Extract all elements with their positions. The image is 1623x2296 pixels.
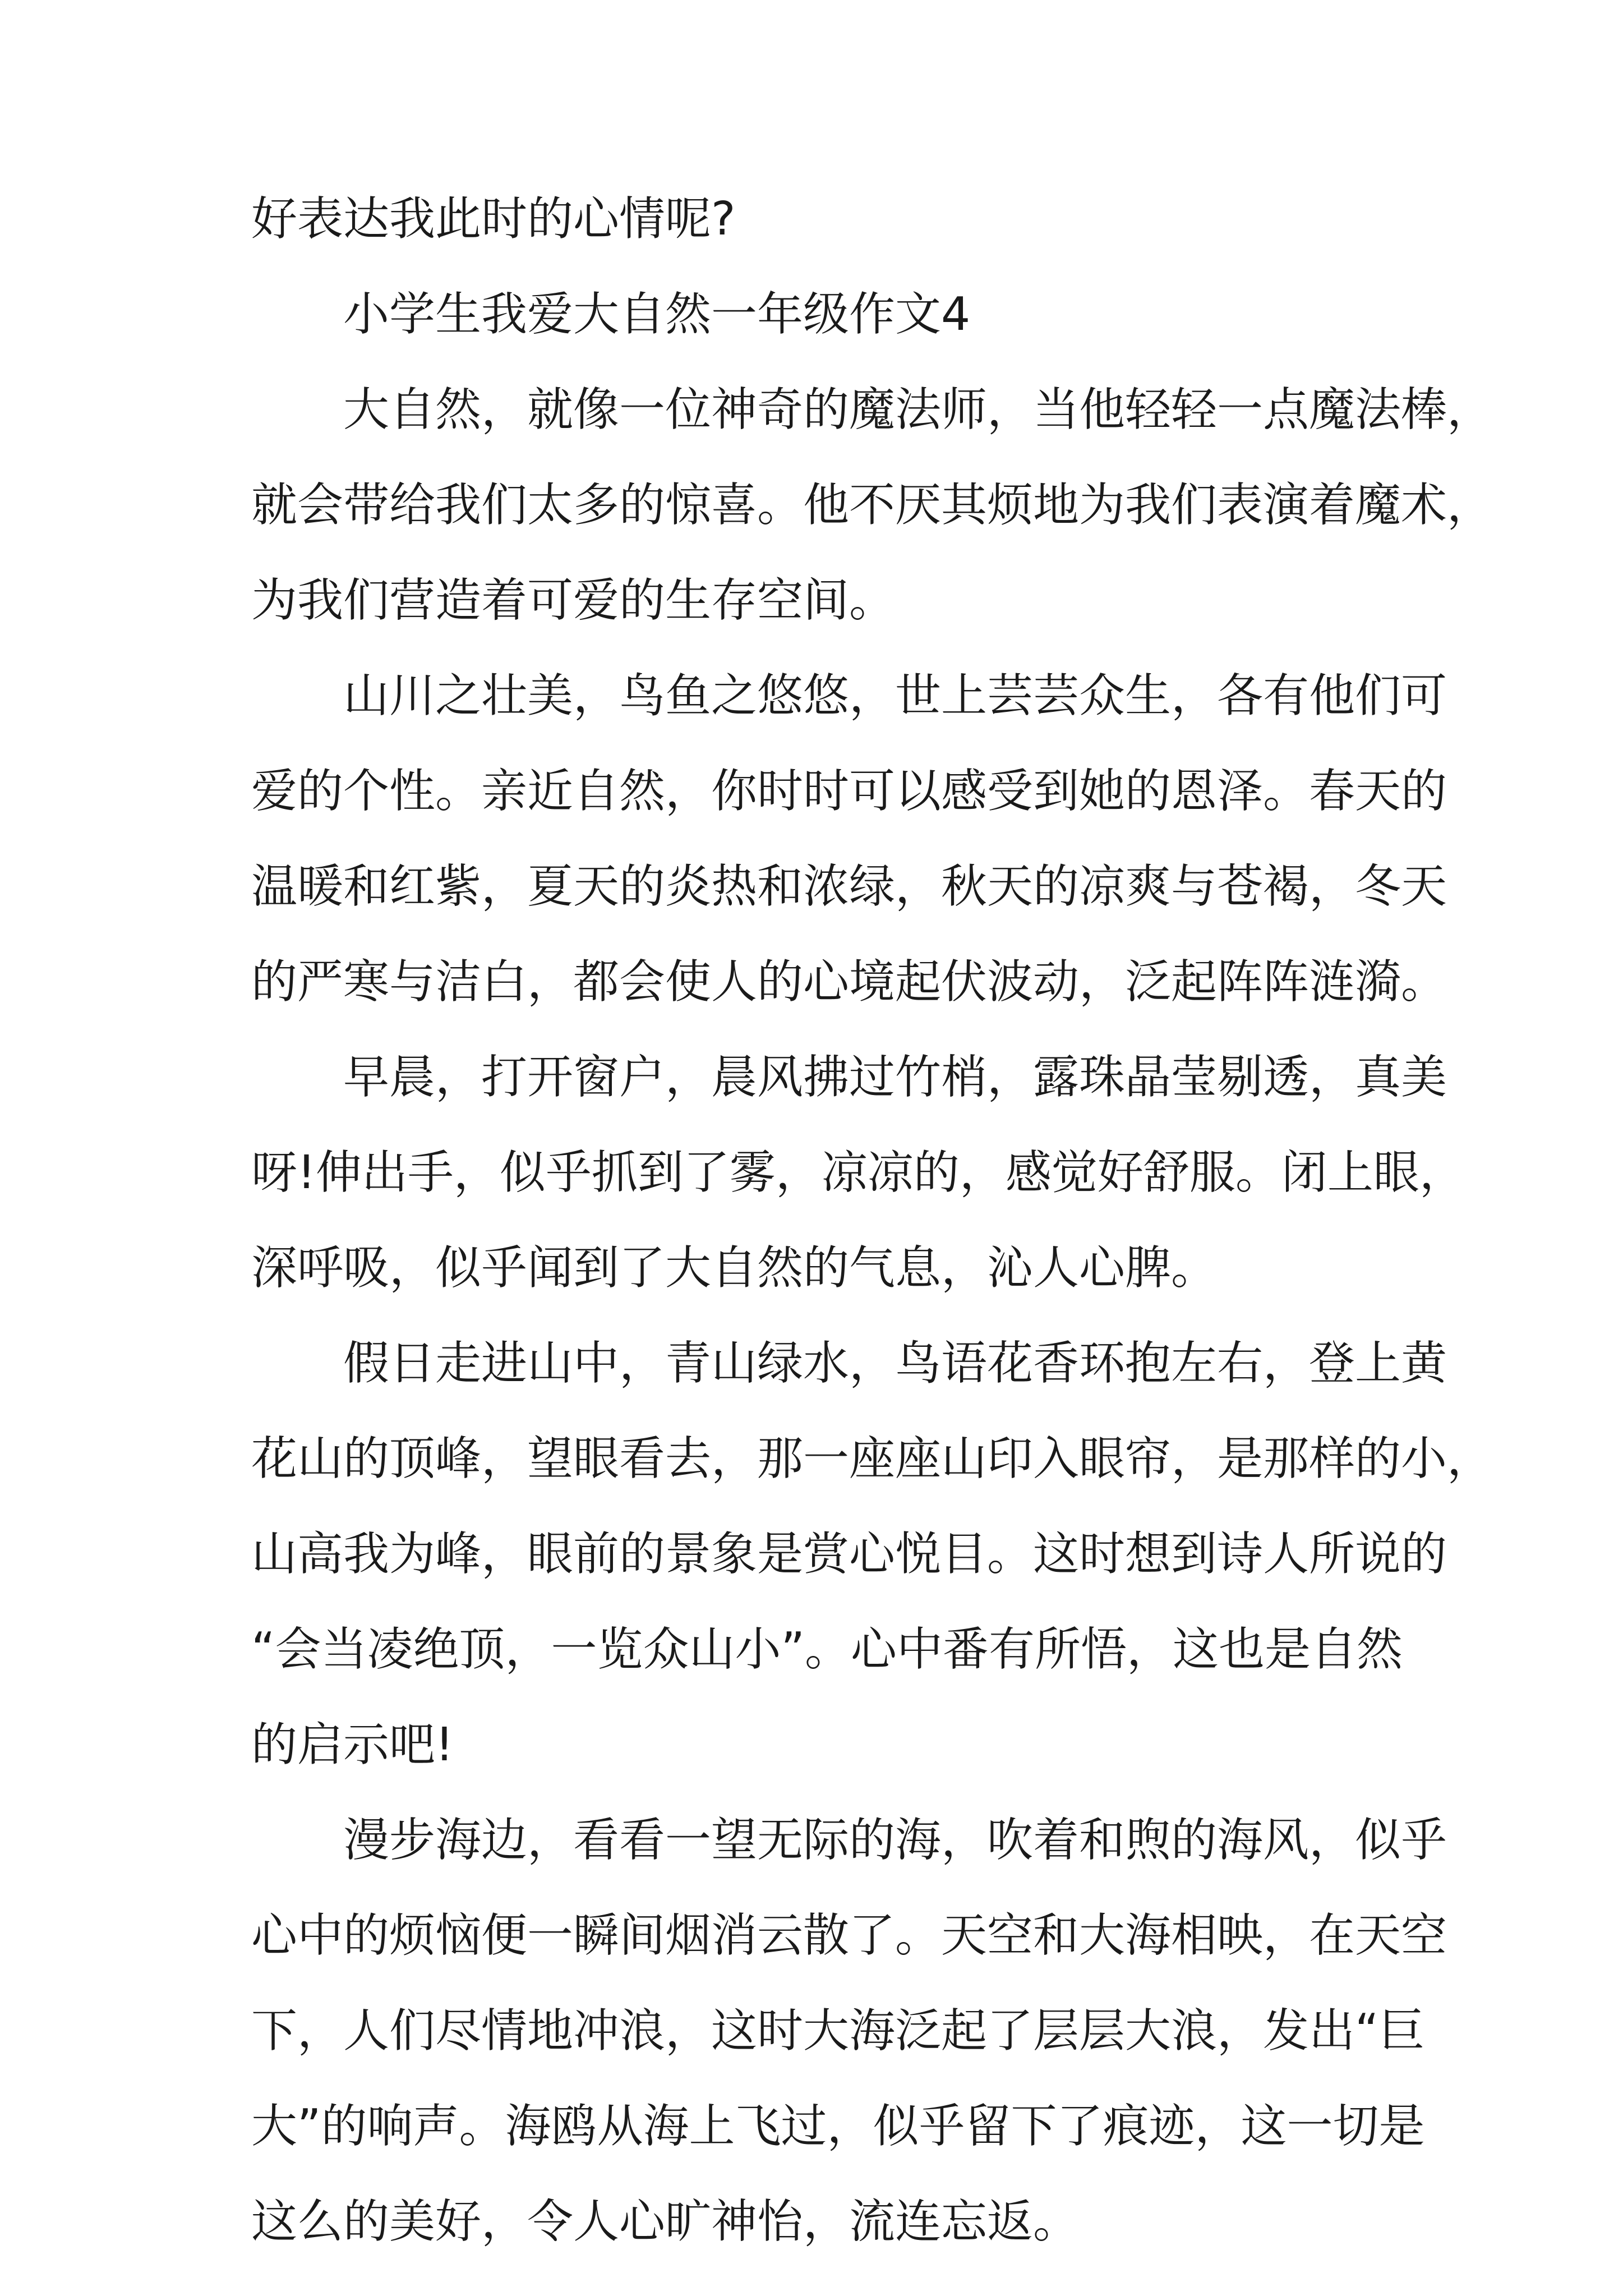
text-line: 深呼吸，似乎闻到了大自然的气息，沁人心脾。 [251, 1241, 1218, 1295]
text-line: 的严寒与洁白，都会使人的心境起伏波动，泛起阵阵涟漪。 [251, 955, 1447, 1009]
text-line: 花山的顶峰，望眼看去，那一座座山印入眼帘，是那样的小， [251, 1432, 1493, 1485]
text-line: 的启示吧! [251, 1718, 454, 1772]
text-line: 爱的个性。亲近自然，你时时可以感受到她的恩泽。春天的 [251, 765, 1447, 818]
text-line: 心中的烦恼便一瞬间烟消云散了。天空和大海相映，在天空 [251, 1909, 1447, 1962]
text-line: “会当凌绝顶，一览众山小”。心中番有所悟，这也是自然 [251, 1623, 1403, 1676]
text-line: 山川之壮美，鸟鱼之悠悠，世上芸芸众生，各有他们可 [343, 669, 1447, 723]
essay-title: 小学生我爱大自然一年级作文4 [343, 288, 971, 341]
text-line: 早晨，打开窗户，晨风拂过竹梢，露珠晶莹剔透，真美 [343, 1051, 1447, 1104]
text-line: 温暖和红紫，夏天的炎热和浓绿，秋天的凉爽与苍褐，冬天 [251, 860, 1447, 913]
text-line: 就会带给我们太多的惊喜。他不厌其烦地为我们表演着魔术， [251, 478, 1493, 532]
text-line: 下，人们尽情地冲浪，这时大海泛起了层层大浪，发出“巨 [251, 2004, 1425, 2058]
text-line: 好表达我此时的心情呢? [251, 192, 736, 246]
text-line: 假日走进山中，青山绿水，鸟语花香环抱左右，登上黄 [343, 1337, 1447, 1390]
text-line: 呀!伸出手，似乎抓到了雾，凉凉的，感觉好舒服。闭上眼， [251, 1146, 1465, 1199]
text-line: 大自然，就像一位神奇的魔法师，当他轻轻一点魔法棒， [343, 383, 1493, 436]
text-line: 大”的响声。海鸥从海上飞过，似乎留下了痕迹，这一切是 [251, 2100, 1425, 2153]
text-line: 漫步海边，看看一望无际的海，吹着和煦的海风，似乎 [343, 1814, 1447, 1867]
text-line: 山高我为峰，眼前的景象是赏心悦目。这时想到诗人所说的 [251, 1527, 1447, 1581]
text-line: 为我们营造着可爱的生存空间。 [251, 574, 896, 627]
text-line: 这么的美好，令人心旷神怡，流连忘返。 [251, 2195, 1080, 2248]
